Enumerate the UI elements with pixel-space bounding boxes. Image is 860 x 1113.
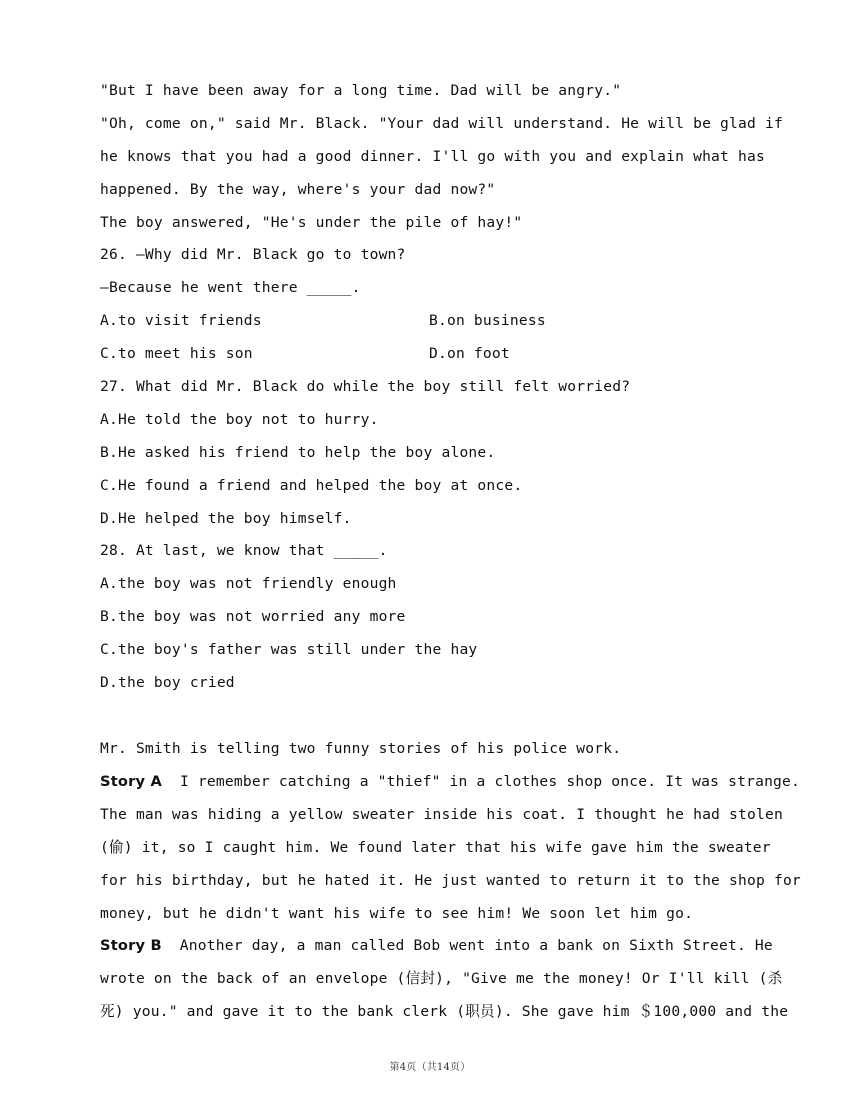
question-26-stem-answer: —Because he went there _____. [100, 279, 361, 296]
question-28-stem: 28. At last, we know that _____. [100, 542, 388, 559]
story-a-label: Story A [100, 773, 162, 790]
story-b-line: 死) you." and gave it to the bank clerk (职员). She gave him ＄100,000 and the [100, 1003, 789, 1020]
story-b-label: Story B [100, 937, 162, 954]
story-a-line: The man was hiding a yellow sweater inside his coat. I thought he had stolen [100, 806, 783, 823]
story-b-line: wrote on the back of an envelope (信封), "Give me the money! Or I'll kill (杀 [100, 970, 783, 987]
story-a-first-line [100, 772, 800, 792]
question-28-option-a: A.the boy was not friendly enough [100, 575, 397, 592]
passage-line: The boy answered, "He's under the pile of hay!" [100, 214, 523, 231]
story-a-line: (偷) it, so I caught him. We found later that his wife gave him the sweater [100, 839, 771, 856]
question-26-option-d: D.on foot [429, 345, 510, 362]
question-27-option-a: A.He told the boy not to hurry. [100, 411, 379, 428]
passage-line: he knows that you had a good dinner. I'll go with you and explain what has [100, 148, 765, 165]
story-a-text: I remember catching a "thief" in a clothes shop once. It was strange. [162, 773, 801, 790]
story-b-text: Another day, a man called Bob went into a bank on Sixth Street. He [161, 937, 773, 954]
question-27-option-d: D.He helped the boy himself. [100, 510, 352, 527]
story-a-line: money, but he didn't want his wife to see him! We soon let him go. [100, 905, 694, 922]
question-27-option-c: C.He found a friend and helped the boy at once. [100, 477, 523, 494]
question-28-option-b: B.the boy was not worried any more [100, 608, 406, 625]
page-footer: 第4页（共14页） [389, 1062, 471, 1073]
passage-line: happened. By the way, where's your dad now?" [100, 181, 496, 198]
passage-line: "Oh, come on," said Mr. Black. "Your dad will understand. He will be glad if [100, 115, 783, 132]
question-28-option-d: D.the boy cried [100, 674, 235, 691]
question-26-stem: 26. —Why did Mr. Black go to town? [100, 246, 406, 263]
question-26-option-a: A.to visit friends [100, 312, 262, 329]
passage-2-intro: Mr. Smith is telling two funny stories of his police work. [100, 740, 622, 757]
story-a-line: for his birthday, but he hated it. He just wanted to return it to the shop for [100, 872, 801, 889]
question-27-option-b: B.He asked his friend to help the boy alone. [100, 444, 496, 461]
passage-line: "But I have been away for a long time. Dad will be angry." [100, 82, 622, 99]
question-26-option-b: B.on business [429, 312, 546, 329]
question-28-option-c: C.the boy's father was still under the hay [100, 641, 478, 658]
story-b-first-line [100, 936, 773, 956]
question-27-stem: 27. What did Mr. Black do while the boy still felt worried? [100, 378, 631, 395]
question-26-option-c: C.to meet his son [100, 345, 253, 362]
